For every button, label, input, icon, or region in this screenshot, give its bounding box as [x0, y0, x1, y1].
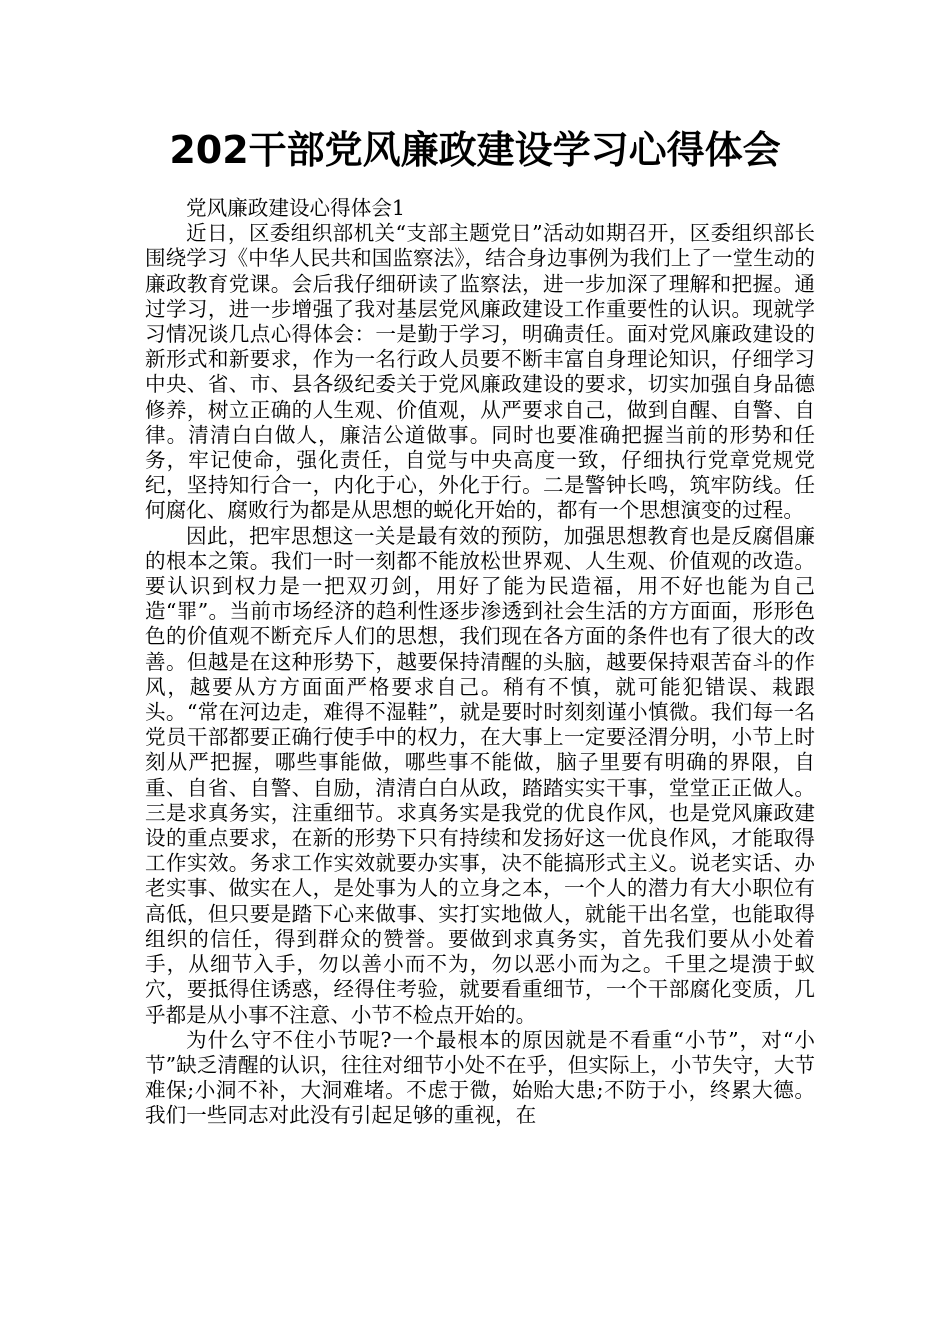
paragraph-2: 因此，把牢思想这一关是最有效的预防，加强思想教育也是反腐倡廉的根本之策。我们一时一刻都不能放松世界观、人生观、价值观的改造。要认识到权力是一把双刃剑，用好了能为民造福，用不好也能为自己造“罪”。当前市场经济的趋利性逐步渗透到社会生活的方方面面，形形色色的价值观不断充斥人们的思想，我们现在各方面的条件也有了很大的改善。但越是在这种形势下，越要保持清醒的头脑，越要保持艰苦奋斗的作风，越要从方方面面严格要求自己。稍有不慎，就可能犯错误、栽跟头。“常在河边走，难得不湿鞋”，就是要时时刻刻谨小慎微。我们每一名党员干部都要正确行使手中的权力，在大事上一定要泾渭分明，小节上时刻从严把握，哪些事能做，哪些事不能做，脑子里要有明确的界限，自重、自省、自警、自励，清清白白从政，踏踏实实干事，堂堂正正做人。三是求真务实，注重细节。求真务实是我党的优良作风，也是党风廉政建设的重点要求，在新的形势下只有持续和发扬好这一优良作风，才能取得工作实效。务求工作实效就要办实事，决不能搞形式主义。说老实话、办老实事、做实在人，是处事为人的立身之本，一个人的潜力有大小职位有高低，但只要是踏下心来做事、实打实地做人，就能干出名堂，也能取得组织的信任，得到群众的赞誉。要做到求真务实，首先我们要从小处着手，从细节入手，勿以善小而不为，勿以恶小而为之。千里之堤溃于蚁穴，要抵得住诱惑，经得住考验，就要看重细节，一个干部腐化变质，几乎都是从小事不注意、小节不检点开始的。 [145, 523, 815, 1027]
paragraph-3: 为什么守不住小节呢?一个最根本的原因就是不看重“小节”，对“小节”缺乏清醒的认识，往往对细节小处不在乎，但实际上，小节失守，大节难保;小洞不补，大洞难堵。不虑于微，始贻大患;不防于小，终累大德。我们一些同志对此没有引起足够的重视，在 [145, 1027, 815, 1128]
document-body [145, 196, 815, 1129]
section-heading: 党风廉政建设心得体会1 [186, 196, 406, 220]
paragraph-1: 近日，区委组织部机关“支部主题党日”活动如期召开，区委组织部长围绕学习《中华人民共和国监察法》，结合身边事例为我们上了一堂生动的廉政教育党课。会后我仔细研读了监察法，进一步加深了理解和把握。通过学习，进一步增强了我对基层党风廉政建设工作重要性的认识。现就学习情况谈几点心得体会：一是勤于学习，明确责任。面对党风廉政建设的新形式和新要求，作为一名行政人员要不断丰富自身理论知识，仔细学习中央、省、市、县各级纪委关于党风廉政建设的要求，切实加强自身品德修养，树立正确的人生观、价值观，从严要求自己，做到自醒、自警、自律。清清白白做人，廉洁公道做事。同时也要准确把握当前的形势和任务，牢记使命，强化责任，自觉与中央高度一致，仔细执行党章党规党纪，坚持知行合一，内化于心，外化于行。二是警钟长鸣，筑牢防线。任何腐化、腐败行为都是从思想的蜕化开始的，都有一个思想演变的过程。 [145, 221, 815, 523]
document-title: 202干部党风廉政建设学习心得体会 [169, 128, 781, 172]
